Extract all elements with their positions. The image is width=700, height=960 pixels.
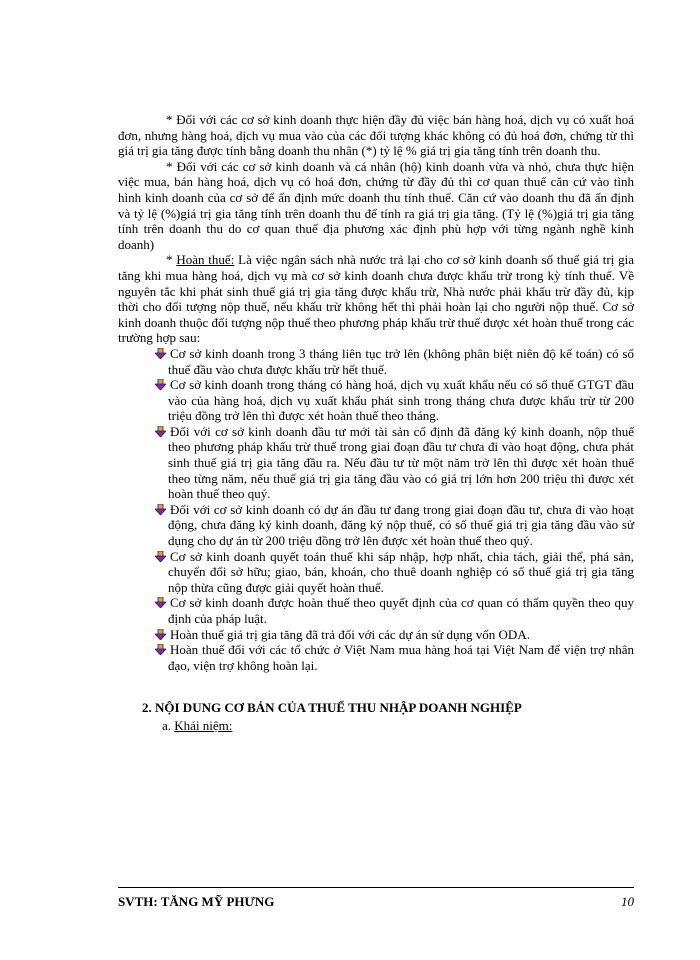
list-item: Đối với cơ sở kinh doanh có dự án đầu tư đang trong giai đoạn đầu tư, chưa đi vào hoạt động, chưa đăng ký kinh doanh, đăng ký nộp thuế, có số thuế giá trị gia tăng đầu vào sử dụng cho dự án từ 200 triệu đồng trở lên được xét hoàn thuế theo quý. bbox=[118, 502, 634, 549]
list-item: Hoàn thuế giá trị gia tăng đã trả đối với các dự án sử dụng vốn ODA. bbox=[118, 627, 634, 643]
list-item: Cơ sở kinh doanh trong tháng có hàng hoá, dịch vụ xuất khẩu nếu có số thuế GTGT đầu vào của hàng hoá, dịch vụ xuất khẩu phát sinh trong tháng chưa được khấu trừ từ 200 triệu đồng trở lên thì được xét hoàn thuế theo tháng. bbox=[118, 377, 634, 424]
refund-cases-list bbox=[118, 346, 634, 673]
section-heading: 2. NỘI DUNG CƠ BẢN CỦA THUẾ THU NHẬP DOANH NGHIỆP bbox=[142, 700, 522, 716]
down-arrow-bullet-icon bbox=[155, 644, 166, 655]
term-tax-refund: Hoàn thuế: bbox=[176, 252, 235, 268]
subsection-prefix: a. bbox=[162, 718, 175, 734]
subsection-concept bbox=[118, 718, 634, 734]
down-arrow-bullet-icon bbox=[155, 379, 166, 390]
page-footer bbox=[118, 894, 634, 910]
footer-author: SVTH: TĂNG MỸ PHƯNG bbox=[118, 894, 275, 909]
footer-divider bbox=[118, 887, 634, 888]
paragraph-tax-refund bbox=[118, 252, 634, 346]
down-arrow-bullet-icon bbox=[155, 348, 166, 359]
paragraph-prefix: * bbox=[166, 252, 177, 268]
down-arrow-bullet-icon bbox=[155, 426, 166, 437]
list-item: Cơ sở kinh doanh được hoàn thuế theo quyết định của cơ quan có thẩm quyền theo quy định của pháp luật. bbox=[118, 595, 634, 626]
paragraph-small-business: * Đối với các cơ sở kinh doanh và cá nhân (hộ) kinh doanh vừa và nhỏ, chưa thực hiện việc mua, bán hàng hoá, dịch vụ có hoá đơn, chứng từ đầy đủ thì cơ quan thuế căn cứ vào tình hình kinh doanh của cơ sở để ấn định mức doanh thu tính thuế. Căn cứ vào doanh thu đã ấn định và tỷ lệ (%)giá trị gia tăng tính trên doanh thu để tính ra giá trị gia tăng. (Tỷ lệ (%)giá trị gia tăng tính trên doanh thu do cơ quan thuế địa phương xác định phù hợp với từng ngành nghề kinh doanh) bbox=[118, 158, 634, 252]
down-arrow-bullet-icon bbox=[155, 504, 166, 515]
down-arrow-bullet-icon bbox=[155, 597, 166, 608]
paragraph-sale-invoice: * Đối với các cơ sở kinh doanh thực hiện đầy đủ việc bán hàng hoá, dịch vụ có xuất hoá đơn, nhưng hàng hoá, dịch vụ mua vào của các đối tượng khác không có đủ hoá đơn, chứng từ thì giá trị gia tăng được tính bằng doanh thu nhân (*) tỷ lệ % giá trị gia tăng tính trên doanh thu. bbox=[118, 112, 634, 159]
list-item: Hoàn thuế đối với các tổ chức ở Việt Nam mua hàng hoá tại Việt Nam để viện trợ nhân đạo, viện trợ không hoàn lại. bbox=[118, 642, 634, 673]
paragraph-tax-refund-text: Là việc ngân sách nhà nước trả lại cho cơ sở kinh doanh số thuế giá trị gia tăng khi mua hàng hoá, dịch vụ mà cơ sở kinh doanh chưa được khấu trừ trong kỳ tính thuế. Về nguyên tắc khi phát sinh thuế giá trị gia tăng được khấu trừ, Nhà nước phải khấu trừ đầy đủ, kịp thời cho đối tượng nộp thuế, nếu khấu trừ không hết thì phải hoàn lại cho người nộp thuế. Cơ sở kinh doanh thuộc đối tượng nộp thuế theo phương pháp khấu trừ thuế được xét hoàn thuế trong các trường hợp sau: bbox=[118, 252, 635, 346]
list-item: Đối với cơ sở kinh doanh đầu tư mới tài sản cố định đã đăng ký kinh doanh, nộp thuế theo phương pháp khấu trừ thuế trong giai đoạn đầu tư chưa đi vào hoạt động, chưa phát sinh thuế giá trị gia tăng đầu ra. Nếu đầu tư từ một năm trở lên thì được xét hoàn thuế theo từng năm, nếu thuế giá trị gia tăng đầu vào có giá trị lớn hơn 200 triệu thì được xét hoàn thuế theo quý. bbox=[118, 424, 634, 502]
subsection-label: Khái niệm: bbox=[174, 718, 233, 734]
page-number: 10 bbox=[621, 894, 634, 909]
down-arrow-bullet-icon bbox=[155, 551, 166, 562]
list-item: Cơ sở kinh doanh quyết toán thuế khi sáp nhập, hợp nhất, chia tách, giải thể, phá sản, chuyển đổi sở hữu; giao, bán, khoán, cho thuê doanh nghiệp có số thuế giá trị gia tăng nộp thừa cũng được giải quyết hoàn thuế. bbox=[118, 549, 634, 596]
down-arrow-bullet-icon bbox=[155, 629, 166, 640]
document-body bbox=[118, 112, 634, 734]
list-item: Cơ sở kinh doanh trong 3 tháng liên tục trở lên (không phân biệt niên độ kế toán) có số thuế đầu vào chưa được khấu trừ hết thuế. bbox=[118, 346, 634, 377]
